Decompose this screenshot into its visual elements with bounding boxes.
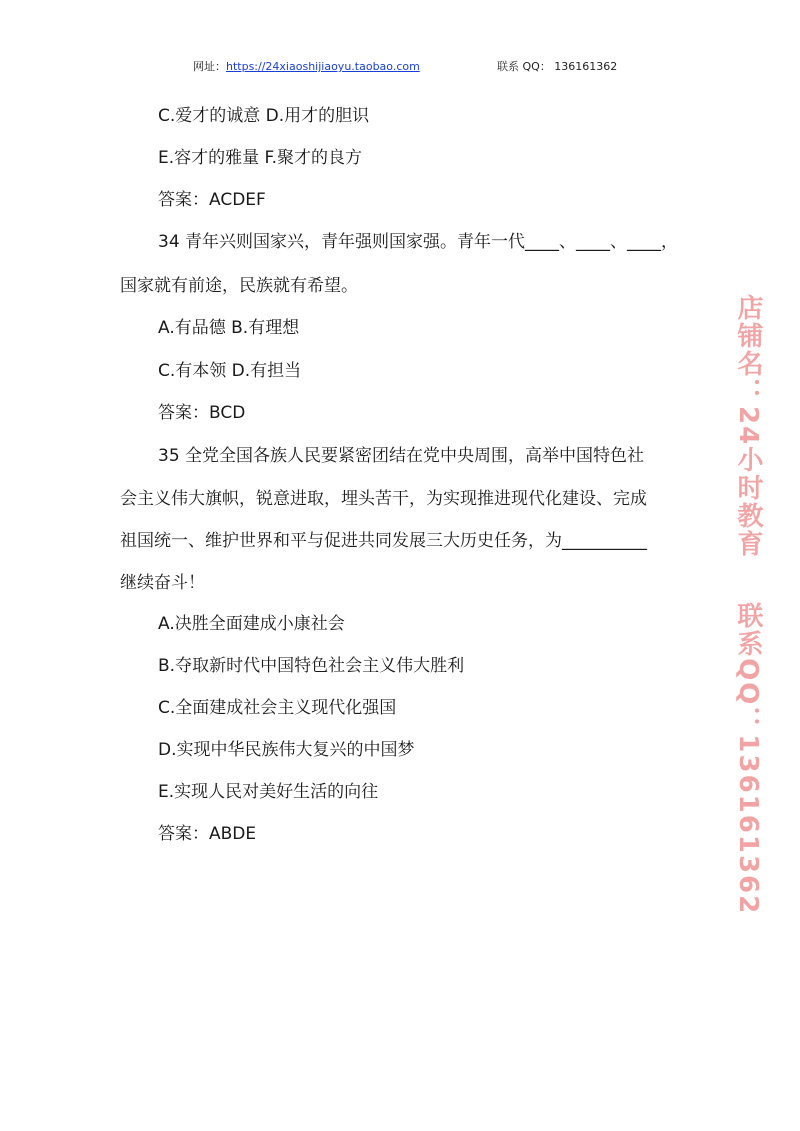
- site-label: [193, 58, 420, 74]
- question-35-line-1: 35 全党全国各族人民要紧密团结在党中央周围，高举中国特色社: [158, 446, 645, 466]
- watermark-contact: 联系QQ：136161362: [733, 602, 763, 916]
- answer-34: 答案：BCD: [158, 403, 246, 423]
- option-e: E.实现人民对美好生活的向往: [158, 782, 379, 802]
- option-a: A.决胜全面建成小康社会: [158, 614, 345, 634]
- question-35-line-4: 继续奋斗！: [120, 573, 205, 593]
- question-34-line-1: 34 青年兴则国家兴，青年强则国家强。青年一代____、____、____，: [158, 232, 679, 252]
- option-b: B.夺取新时代中国特色社会主义伟大胜利: [158, 656, 465, 676]
- option-line-ab: A.有品德 B.有理想: [158, 318, 300, 338]
- page-header: [0, 58, 800, 78]
- question-35-line-2: 会主义伟大旗帜，锐意进取，埋头苦干，为实现推进现代化建设、完成: [120, 489, 647, 509]
- option-line-cd: C.爱才的诚意 D.用才的胆识: [158, 106, 370, 126]
- option-line-cd-34: C.有本领 D.有担当: [158, 361, 302, 381]
- question-35-line-3: 祖国统一、维护世界和平与促进共同发展三大历史任务，为__________: [120, 531, 647, 551]
- watermark-shop: 店铺名：24小时教育: [733, 294, 763, 559]
- contact-qq: 联系 QQ： 136161362: [497, 60, 618, 73]
- site-label-text: 网址：: [193, 60, 226, 73]
- answer-35: 答案：ABDE: [158, 824, 257, 844]
- question-34-line-2: 国家就有前途，民族就有希望。: [120, 276, 358, 296]
- shop-link[interactable]: https://24xiaoshijiaoyu.taobao.com: [226, 60, 420, 73]
- watermark: [730, 294, 767, 915]
- answer-33: 答案：ACDEF: [158, 190, 266, 210]
- option-d: D.实现中华民族伟大复兴的中国梦: [158, 740, 415, 760]
- option-line-ef: E.容才的雅量 F.聚才的良方: [158, 148, 362, 168]
- option-c: C.全面建成社会主义现代化强国: [158, 698, 397, 718]
